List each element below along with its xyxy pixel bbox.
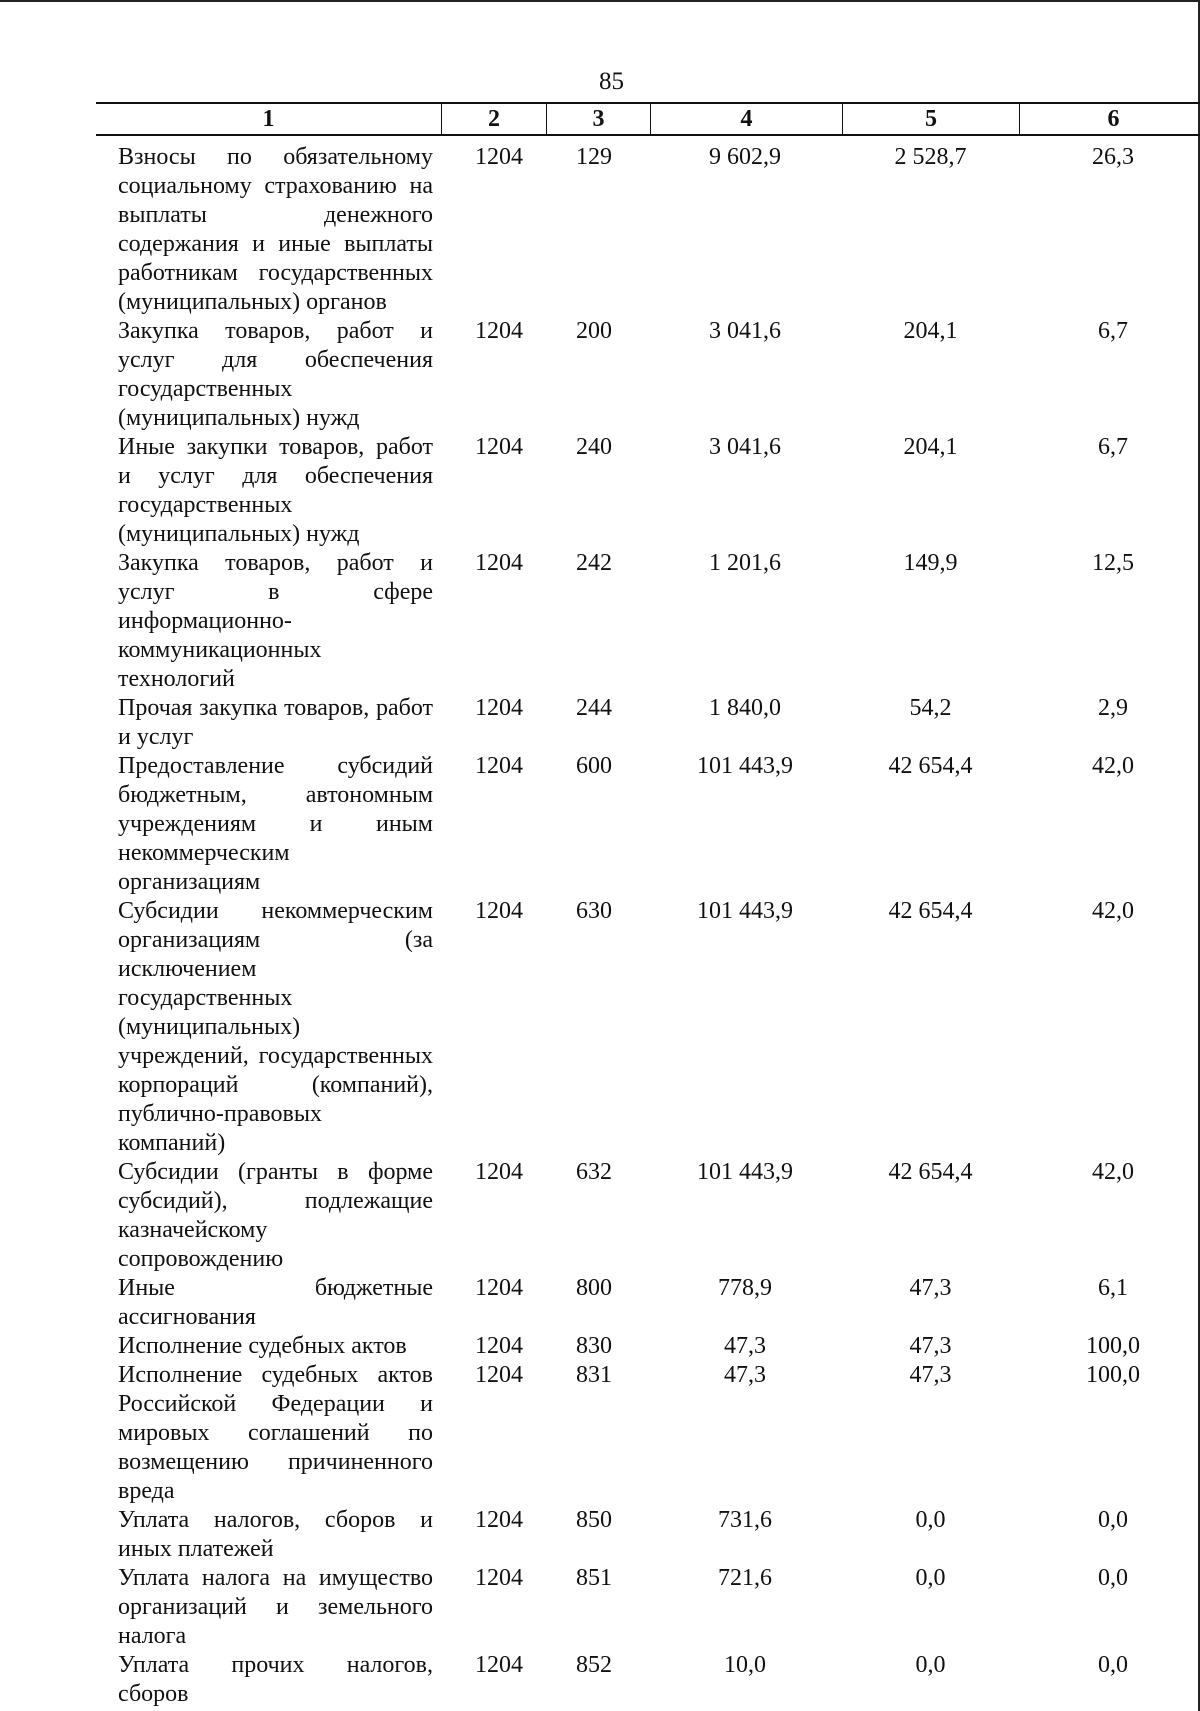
row-description: Закупка товаров, работ и услуг в сфере информационно-коммуникационных технологий <box>118 550 433 692</box>
column-header-6: 6 <box>1019 104 1200 134</box>
column-header-2: 2 <box>441 104 546 134</box>
row-executed-amount: 149,9 <box>903 550 958 576</box>
row-executed-amount: 47,3 <box>909 1362 952 1388</box>
row-description: Уплата налога на имущество организаций и земельного налога <box>118 1565 433 1649</box>
row-planned-amount: 1 840,0 <box>709 695 781 721</box>
row-section-code: 1204 <box>475 318 523 344</box>
row-section-code: 1204 <box>475 1507 523 1533</box>
row-execution-percent: 42,0 <box>1092 898 1134 924</box>
row-description: Уплата прочих налогов, сборов <box>118 1652 433 1707</box>
row-planned-amount: 3 041,6 <box>709 434 781 460</box>
table-row <box>96 317 1200 433</box>
row-planned-amount: 47,3 <box>724 1362 766 1388</box>
table-row <box>96 1158 1200 1274</box>
row-executed-amount: 204,1 <box>903 318 958 344</box>
row-description: Субсидии некоммерческим организациям (за исключением государственных (муниципальных) учреждений, государственных корпораций (компаний), публично-правовых компаний) <box>118 898 433 1156</box>
row-section-code: 1204 <box>475 1159 523 1185</box>
table-row <box>96 1506 1200 1564</box>
row-execution-percent: 12,5 <box>1092 550 1134 576</box>
row-execution-percent: 42,0 <box>1092 753 1134 779</box>
row-expense-type-code: 200 <box>576 318 612 344</box>
row-expense-type-code: 852 <box>576 1652 612 1678</box>
row-section-code: 1204 <box>475 753 523 779</box>
row-executed-amount: 42 654,4 <box>888 1159 973 1185</box>
row-description: Закупка товаров, работ и услуг для обеспечения государственных (муниципальных) нужд <box>118 318 433 431</box>
row-description: Исполнение судебных актов <box>118 1333 407 1359</box>
table-row <box>96 143 1200 317</box>
row-executed-amount: 47,3 <box>909 1333 952 1359</box>
row-expense-type-code: 600 <box>576 753 612 779</box>
row-planned-amount: 47,3 <box>724 1333 766 1359</box>
table-row <box>96 897 1200 1158</box>
row-expense-type-code: 630 <box>576 898 612 924</box>
row-executed-amount: 54,2 <box>909 695 952 721</box>
table-row <box>96 1274 1200 1332</box>
row-section-code: 1204 <box>475 898 523 924</box>
page-number: 85 <box>599 68 624 95</box>
table-row <box>96 1651 1200 1709</box>
row-section-code: 1204 <box>475 695 523 721</box>
row-section-code: 1204 <box>475 1333 523 1359</box>
row-description: Иные бюджетные ассигнования <box>118 1275 433 1330</box>
row-section-code: 1204 <box>475 144 523 170</box>
row-executed-amount: 42 654,4 <box>888 898 973 924</box>
row-expense-type-code: 129 <box>576 144 612 170</box>
row-expense-type-code: 632 <box>576 1159 612 1185</box>
row-planned-amount: 101 443,9 <box>697 1159 793 1185</box>
row-planned-amount: 3 041,6 <box>709 318 781 344</box>
table-row <box>96 433 1200 549</box>
row-planned-amount: 778,9 <box>718 1275 772 1301</box>
row-execution-percent: 100,0 <box>1086 1362 1140 1388</box>
row-executed-amount: 0,0 <box>915 1565 946 1591</box>
column-header-5: 5 <box>842 104 1019 134</box>
row-planned-amount: 9 602,9 <box>709 144 781 170</box>
table-row <box>96 549 1200 694</box>
table-row <box>96 1564 1200 1651</box>
row-execution-percent: 6,7 <box>1098 434 1128 460</box>
row-executed-amount: 0,0 <box>915 1652 946 1678</box>
row-planned-amount: 1 201,6 <box>709 550 781 576</box>
row-section-code: 1204 <box>475 1362 523 1388</box>
row-planned-amount: 101 443,9 <box>697 898 793 924</box>
row-expense-type-code: 830 <box>576 1333 612 1359</box>
row-description: Исполнение судебных актов Российской Федерации и мировых соглашений по возмещению причиненного вреда <box>118 1362 433 1504</box>
row-expense-type-code: 831 <box>576 1362 612 1388</box>
table-row <box>96 694 1200 752</box>
row-section-code: 1204 <box>475 434 523 460</box>
row-section-code: 1204 <box>475 1652 523 1678</box>
row-execution-percent: 26,3 <box>1092 144 1134 170</box>
row-execution-percent: 6,7 <box>1098 318 1128 344</box>
row-execution-percent: 6,1 <box>1098 1275 1128 1301</box>
row-executed-amount: 42 654,4 <box>888 753 973 779</box>
row-expense-type-code: 244 <box>576 695 612 721</box>
row-section-code: 1204 <box>475 1565 523 1591</box>
row-execution-percent: 100,0 <box>1086 1333 1140 1359</box>
row-expense-type-code: 851 <box>576 1565 612 1591</box>
row-planned-amount: 101 443,9 <box>697 753 793 779</box>
row-execution-percent: 0,0 <box>1098 1507 1128 1533</box>
row-expense-type-code: 800 <box>576 1275 612 1301</box>
row-description: Уплата налогов, сборов и иных платежей <box>118 1507 433 1562</box>
row-expense-type-code: 242 <box>576 550 612 576</box>
table-row <box>96 1361 1200 1506</box>
table-row <box>96 752 1200 897</box>
row-description: Субсидии (гранты в форме субсидий), подлежащие казначейскому сопровождению <box>118 1159 433 1272</box>
column-header-1: 1 <box>262 106 275 132</box>
row-description: Прочая закупка товаров, работ и услуг <box>118 695 433 750</box>
row-planned-amount: 721,6 <box>718 1565 772 1591</box>
row-executed-amount: 0,0 <box>915 1507 946 1533</box>
row-execution-percent: 2,9 <box>1098 695 1128 721</box>
column-header-3: 3 <box>546 104 650 134</box>
row-description: Взносы по обязательному социальному страхованию на выплаты денежного содержания и иные выплаты работникам государственных (муниципальных) органов <box>118 144 433 315</box>
row-execution-percent: 0,0 <box>1098 1652 1128 1678</box>
row-execution-percent: 0,0 <box>1098 1565 1128 1591</box>
row-expense-type-code: 850 <box>576 1507 612 1533</box>
column-header-4: 4 <box>650 104 842 134</box>
row-executed-amount: 2 528,7 <box>894 144 967 170</box>
row-executed-amount: 204,1 <box>903 434 958 460</box>
row-expense-type-code: 240 <box>576 434 612 460</box>
table-header <box>96 102 1200 136</box>
row-execution-percent: 42,0 <box>1092 1159 1134 1185</box>
row-executed-amount: 47,3 <box>909 1275 952 1301</box>
row-planned-amount: 10,0 <box>724 1652 766 1678</box>
row-description: Иные закупки товаров, работ и услуг для обеспечения государственных (муниципальных) нужд <box>118 434 433 547</box>
row-section-code: 1204 <box>475 1275 523 1301</box>
scan-border-top <box>0 0 1200 2</box>
row-description: Предоставление субсидий бюджетным, автономным учреждениям и иным некоммерческим организациям <box>118 753 433 895</box>
row-section-code: 1204 <box>475 550 523 576</box>
row-planned-amount: 731,6 <box>718 1507 772 1533</box>
table-row <box>96 1332 1200 1361</box>
table-body <box>96 143 1200 1709</box>
